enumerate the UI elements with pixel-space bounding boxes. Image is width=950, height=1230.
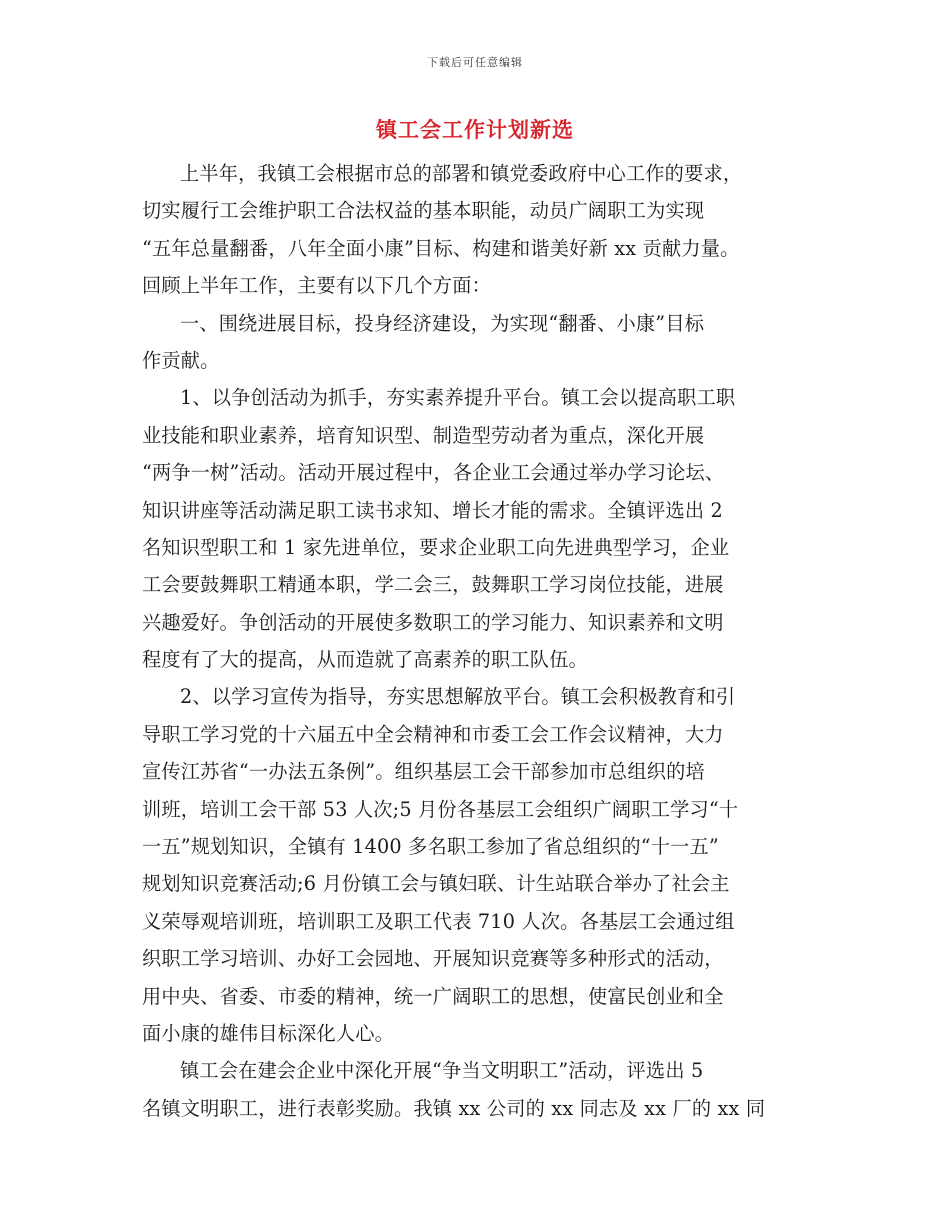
text-line: 宣传江苏省“一办法五条例”。组织基层工会干部参加市总组织的培 bbox=[142, 760, 705, 784]
text-line: 名镇文明职工，进行表彰奖励。我镇 xx 公司的 xx 同志及 xx 厂的 xx 同 bbox=[142, 1096, 766, 1120]
text-line: 回顾上半年工作，主要有以下几个方面： bbox=[142, 274, 491, 298]
text-line: 镇工会在建会企业中深化开展“争当文明职工”活动，评选出 5 bbox=[180, 1059, 704, 1083]
page-header: 下载后可任意编辑 bbox=[427, 56, 523, 69]
text-line: 一五”规划知识，全镇有 1400 多名职工参加了省总组织的“十一五” bbox=[142, 835, 719, 859]
text-line: 名知识型职工和 1 家先进单位，要求企业职工向先进典型学习，企业 bbox=[142, 535, 730, 559]
text-line: 兴趣爱好。争创活动的开展使多数职工的学习能力、知识素养和文明 bbox=[142, 610, 724, 634]
text-line: 知识讲座等活动满足职工读书求知、增长才能的需求。全镇评选出 2 bbox=[142, 498, 723, 522]
text-line: 织职工学习培训、办好工会园地、开展知识竞赛等多种形式的活动， bbox=[142, 947, 724, 971]
section-heading-line: 一、围绕进展目标，投身经济建设，为实现“翻番、小康”目标 bbox=[180, 311, 705, 335]
section-heading-line: 作贡献。 bbox=[142, 348, 220, 372]
text-line: 切实履行工会维护职工合法权益的基本职能，动员广阔职工为实现 bbox=[142, 199, 705, 223]
text-line: 面小康的雄伟目标深化人心。 bbox=[142, 1021, 395, 1045]
text-line: “两争一树”活动。活动开展过程中，各企业工会通过举办学习论坛、 bbox=[142, 461, 725, 485]
text-line: 业技能和职业素养，培育知识型、制造型劳动者为重点，深化开展 bbox=[142, 423, 705, 447]
text-line: 1、以争创活动为抓手，夯实素养提升平台。镇工会以提高职工职 bbox=[180, 386, 736, 410]
text-line: 义荣辱观培训班，培训职工及职工代表 710 人次。各基层工会通过组 bbox=[142, 909, 735, 933]
text-line: 规划知识竞赛活动;6 月份镇工会与镇妇联、计生站联合举办了社会主 bbox=[142, 872, 730, 896]
text-line: 程度有了大的提高，从而造就了高素养的职工队伍。 bbox=[142, 648, 588, 672]
text-line: “五年总量翻番，八年全面小康”目标、构建和谐美好新 xx 贡献力量。 bbox=[142, 236, 740, 260]
document-body bbox=[142, 155, 818, 1127]
text-line: 工会要鼓舞职工精通本职，学二会三，鼓舞职工学习岗位技能，进展 bbox=[142, 573, 724, 597]
text-line: 上半年，我镇工会根据市总的部署和镇党委政府中心工作的要求， bbox=[180, 162, 743, 185]
text-line: 导职工学习党的十六届五中全会精神和市委工会工作会议精神，大力 bbox=[142, 722, 724, 746]
document-title: 镇工会工作计划新选 bbox=[376, 117, 574, 142]
text-line: 用中央、省委、市委的精神，统一广阔职工的思想，使富民创业和全 bbox=[142, 984, 724, 1008]
text-line: 训班，培训工会干部 53 人次;5 月份各基层工会组织广阔职工学习“十 bbox=[142, 797, 739, 821]
text-line: 2、以学习宣传为指导，夯实思想解放平台。镇工会积极教育和引 bbox=[180, 685, 736, 709]
